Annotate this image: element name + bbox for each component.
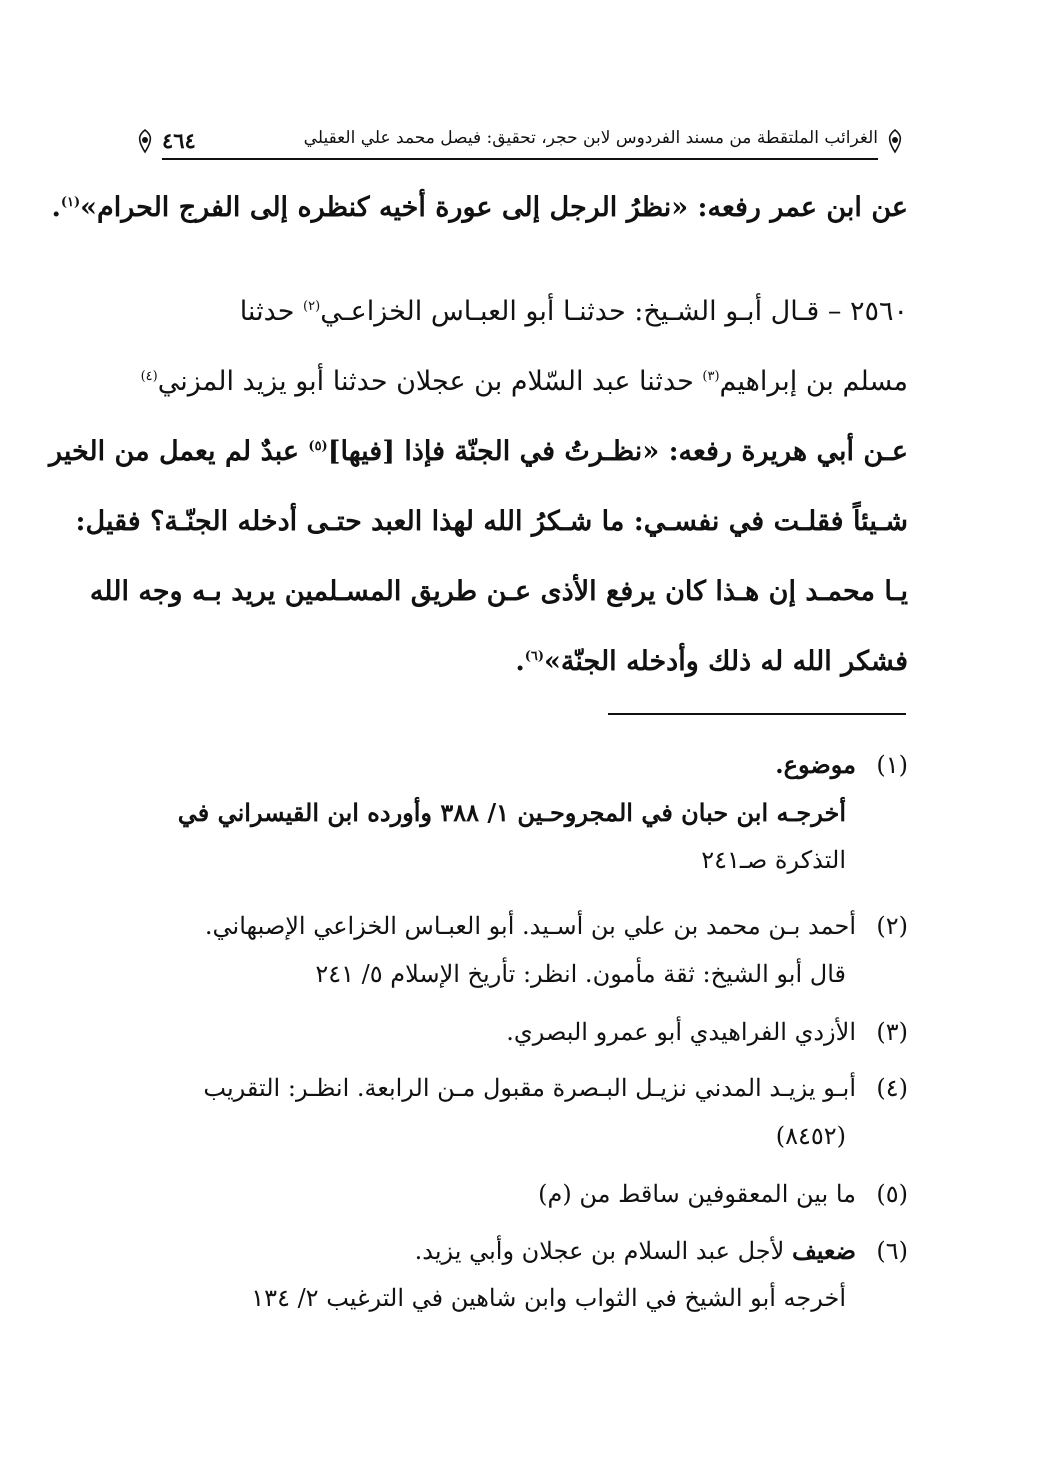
body-line: [48, 436, 908, 467]
body-line: شـيئاً فقلـت في نفسـي: ما شـكرُ الله لهذا العبد حتـى أدخله الجنّـة؟ فقيل:: [75, 506, 908, 537]
footnote-text: أخرجـه ابن حبان في المجروحـين ١/ ٣٨٨ وأورده ابن القيسراني في: [177, 798, 846, 827]
body-line: [132, 646, 908, 677]
text-span: عـن أبي هريرة رفعه: «نظـرتُ في الجنّة فإذا [فيها]: [327, 436, 908, 467]
footnote-separator: [608, 713, 906, 715]
footnote-text: ما بين المعقوفين ساقط من (م): [538, 1180, 856, 1208]
ornament-icon: [882, 128, 908, 154]
text-span: مسلم بن إبراهيم: [719, 366, 908, 397]
footnote-3: [128, 1018, 908, 1046]
body-line: يـا محمـد إن هـذا كان يرفع الأذى عـن طريق المسـلمين يريد بـه وجه الله: [89, 576, 908, 607]
footnote-text: أبـو يزيـد المدني نزيـل البـصرة مقبول مـن الرابعة. انظـر: التقريب: [203, 1074, 856, 1102]
footnote-text: التذكرة صـ٢٤١: [701, 846, 846, 874]
text-span: حدثنا عبد السّلام بن عجلان حدثنا أبو يزيد المزني: [157, 366, 703, 397]
ornament-icon: [132, 128, 158, 154]
footnote-number: (٤): [876, 1074, 908, 1102]
footnote-number: (١): [876, 751, 908, 779]
footnote-ref[interactable]: (١): [60, 195, 81, 210]
header-rule: [162, 158, 878, 160]
text-span: عن ابن عمر رفعه: «نظرُ الرجل إلى عورة أخيه كنظره إلى الفرج الحرام»: [80, 192, 908, 223]
footnote-text: لأجل عبد السلام بن عجلان وأبي يزيد.: [414, 1237, 792, 1265]
footnote-number: (٢): [876, 912, 908, 940]
footnote-text: أحمد بـن محمد بن علي بن أسـيد. أبو العبـاس الخزاعي الإصبهاني.: [204, 912, 856, 940]
body-line: [132, 296, 908, 327]
footnote-ref[interactable]: (٥): [308, 439, 328, 454]
footnote-text: قال أبو الشيخ: ثقة مأمون. انظر: تأريخ الإسلام ٥/ ٢٤١: [315, 960, 846, 988]
text-span: حدثنا: [239, 296, 304, 327]
footnote-ref[interactable]: (٦): [524, 649, 545, 664]
footnote-text: الأزدي الفراهيدي أبو عمرو البصري.: [506, 1018, 856, 1046]
text-span: .: [51, 192, 61, 223]
text-span: فشكر الله له ذلك وأدخله الجنّة»: [544, 646, 908, 677]
footnote-text: أخرجه أبو الشيخ في الثواب وابن شاهين في الترغيب ٢/ ١٣٤: [251, 1284, 846, 1312]
footnote-text: ضعيف: [791, 1236, 856, 1265]
footnote-number: (٦): [876, 1237, 908, 1265]
footnote-6: [128, 1236, 908, 1265]
footnote-1: [128, 750, 908, 779]
footnote-ref[interactable]: (٤): [140, 369, 158, 384]
footnote-text: موضوع.: [775, 750, 856, 779]
footnote-text: (٨٤٥٢): [775, 1122, 846, 1150]
header-title: الغرائب الملتقطة من مسند الفردوس لابن حجر، تحقيق: فيصل محمد علي العقيلي: [303, 128, 878, 148]
footnote-number: (٣): [876, 1018, 908, 1046]
footnote-4-line: [128, 1122, 908, 1150]
footnote-1-line: [128, 846, 908, 874]
body-line: [51, 192, 908, 223]
footnote-5: [128, 1180, 908, 1208]
body-line: [132, 366, 908, 397]
footnote-number: (٥): [876, 1180, 908, 1208]
text-span: عبدٌ لم يعمل من الخير: [48, 436, 309, 467]
footnote-6-line: [128, 1284, 908, 1312]
running-header: [132, 126, 908, 162]
footnote-ref[interactable]: (٢): [303, 299, 321, 314]
footnote-ref[interactable]: (٣): [702, 369, 720, 384]
page-number: ٤٦٤: [162, 128, 196, 153]
footnote-2-line: [128, 960, 908, 988]
footnote-4: [128, 1074, 908, 1102]
text-span: .: [515, 646, 525, 677]
footnote-2: [128, 912, 908, 940]
text-span: ٢٥٦٠ – قـال أبـو الشـيخ: حدثنـا أبو العبـاس الخزاعـي: [320, 296, 908, 327]
footnote-1-line: [128, 798, 908, 827]
